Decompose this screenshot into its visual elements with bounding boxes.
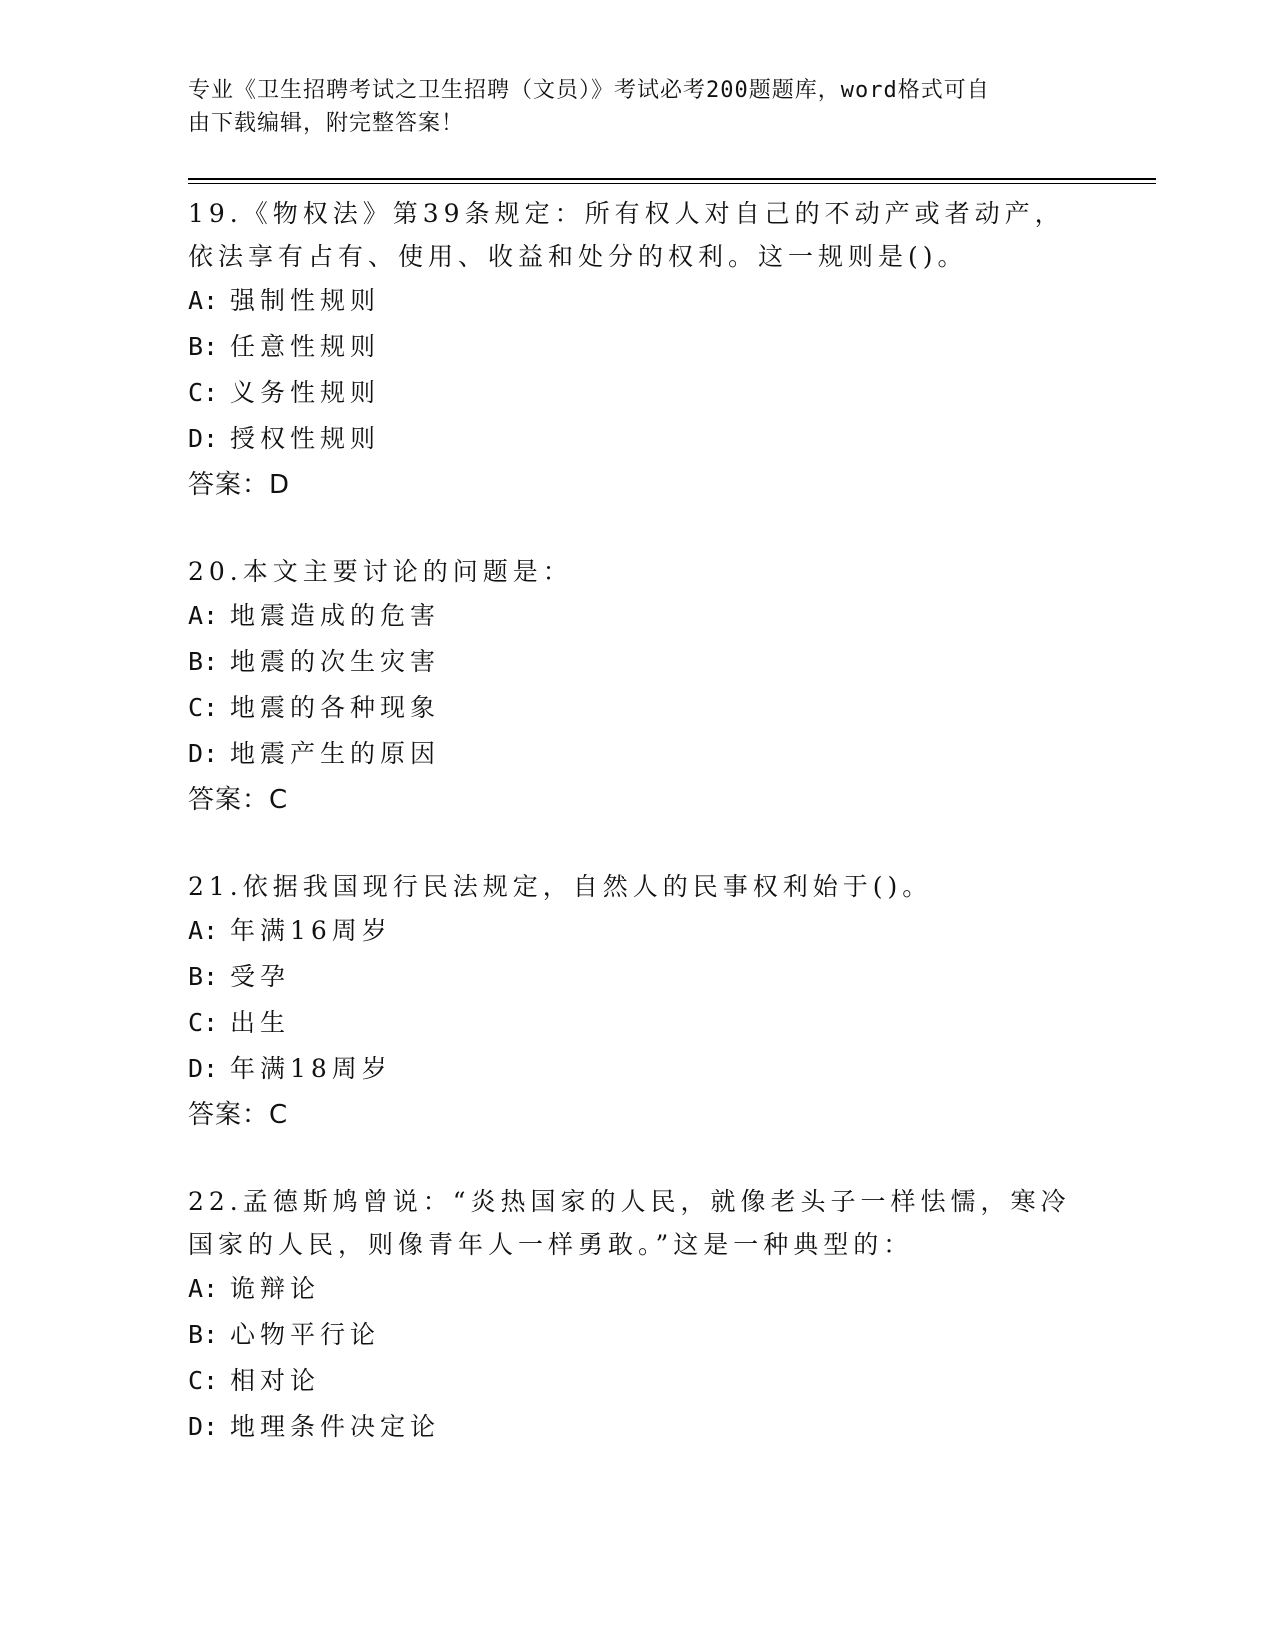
option-letter: B: xyxy=(188,647,219,676)
option-letter: A: xyxy=(188,916,219,945)
option-d xyxy=(188,731,1088,777)
option-letter: A: xyxy=(188,601,219,630)
option-text: 任意性规则 xyxy=(230,332,381,361)
option-text: 诡辩论 xyxy=(230,1274,321,1303)
option-d xyxy=(188,416,1088,462)
header-line-2: 由下载编辑，附完整答案！ xyxy=(188,111,465,136)
option-letter: D: xyxy=(188,739,219,768)
option-a xyxy=(188,1266,1088,1312)
option-a xyxy=(188,908,1088,954)
option-text: 年满16周岁 xyxy=(230,916,392,945)
question-stem: 20.本文主要讨论的问题是： xyxy=(188,557,573,586)
option-letter: C: xyxy=(188,1366,219,1395)
option-text: 相对论 xyxy=(230,1366,321,1395)
answer-line: 答案：D xyxy=(188,470,291,500)
option-text: 地震的各种现象 xyxy=(230,693,441,722)
option-c xyxy=(188,685,1088,731)
question-21 xyxy=(188,865,1088,1138)
option-a xyxy=(188,278,1088,324)
option-letter: C: xyxy=(188,693,219,722)
option-c xyxy=(188,1358,1088,1404)
option-letter: C: xyxy=(188,378,219,407)
option-text: 地理条件决定论 xyxy=(230,1412,441,1441)
question-22 xyxy=(188,1180,1088,1450)
option-c xyxy=(188,370,1088,416)
option-text: 强制性规则 xyxy=(230,286,381,315)
option-text: 年满18周岁 xyxy=(230,1054,392,1083)
option-text: 出生 xyxy=(230,1008,291,1037)
header-line-1: 专业《卫生招聘考试之卫生招聘（文员）》考试必考200题题库，word格式可自 xyxy=(188,78,990,103)
option-text: 授权性规则 xyxy=(230,424,381,453)
option-letter: A: xyxy=(188,1274,219,1303)
option-letter: D: xyxy=(188,424,219,453)
option-d xyxy=(188,1046,1088,1092)
question-stem: 21.依据我国现行民法规定，自然人的民事权利始于()。 xyxy=(188,872,933,901)
option-text: 义务性规则 xyxy=(230,378,381,407)
option-letter: A: xyxy=(188,286,219,315)
option-letter: D: xyxy=(188,1412,219,1441)
question-list xyxy=(188,192,1088,1492)
option-a xyxy=(188,593,1088,639)
option-d xyxy=(188,1404,1088,1450)
option-b xyxy=(188,954,1088,1000)
option-text: 受孕 xyxy=(230,962,291,991)
option-letter: D: xyxy=(188,1054,219,1083)
option-b xyxy=(188,1312,1088,1358)
answer-line: 答案：C xyxy=(188,785,289,815)
document-header xyxy=(188,74,1068,140)
option-b xyxy=(188,324,1088,370)
option-letter: B: xyxy=(188,962,219,991)
option-text: 地震造成的危害 xyxy=(230,601,441,630)
question-stem: 22.孟德斯鸠曾说：“炎热国家的人民，就像老头子一样怯懦，寒冷国家的人民，则像青年人一样勇敢。”这是一种典型的： xyxy=(188,1187,1071,1259)
question-19 xyxy=(188,192,1088,508)
option-text: 地震的次生灾害 xyxy=(230,647,441,676)
header-divider-thick xyxy=(188,178,1156,180)
option-letter: C: xyxy=(188,1008,219,1037)
option-letter: B: xyxy=(188,1320,219,1349)
option-text: 地震产生的原因 xyxy=(230,739,441,768)
header-divider-thin xyxy=(188,183,1156,184)
question-stem: 19.《物权法》第39条规定：所有权人对自己的不动产或者动产，依法享有占有、使用、收益和处分的权利。这一规则是()。 xyxy=(188,199,1065,271)
question-20 xyxy=(188,550,1088,823)
option-letter: B: xyxy=(188,332,219,361)
answer-line: 答案：C xyxy=(188,1100,289,1130)
option-c xyxy=(188,1000,1088,1046)
option-b xyxy=(188,639,1088,685)
option-text: 心物平行论 xyxy=(230,1320,381,1349)
